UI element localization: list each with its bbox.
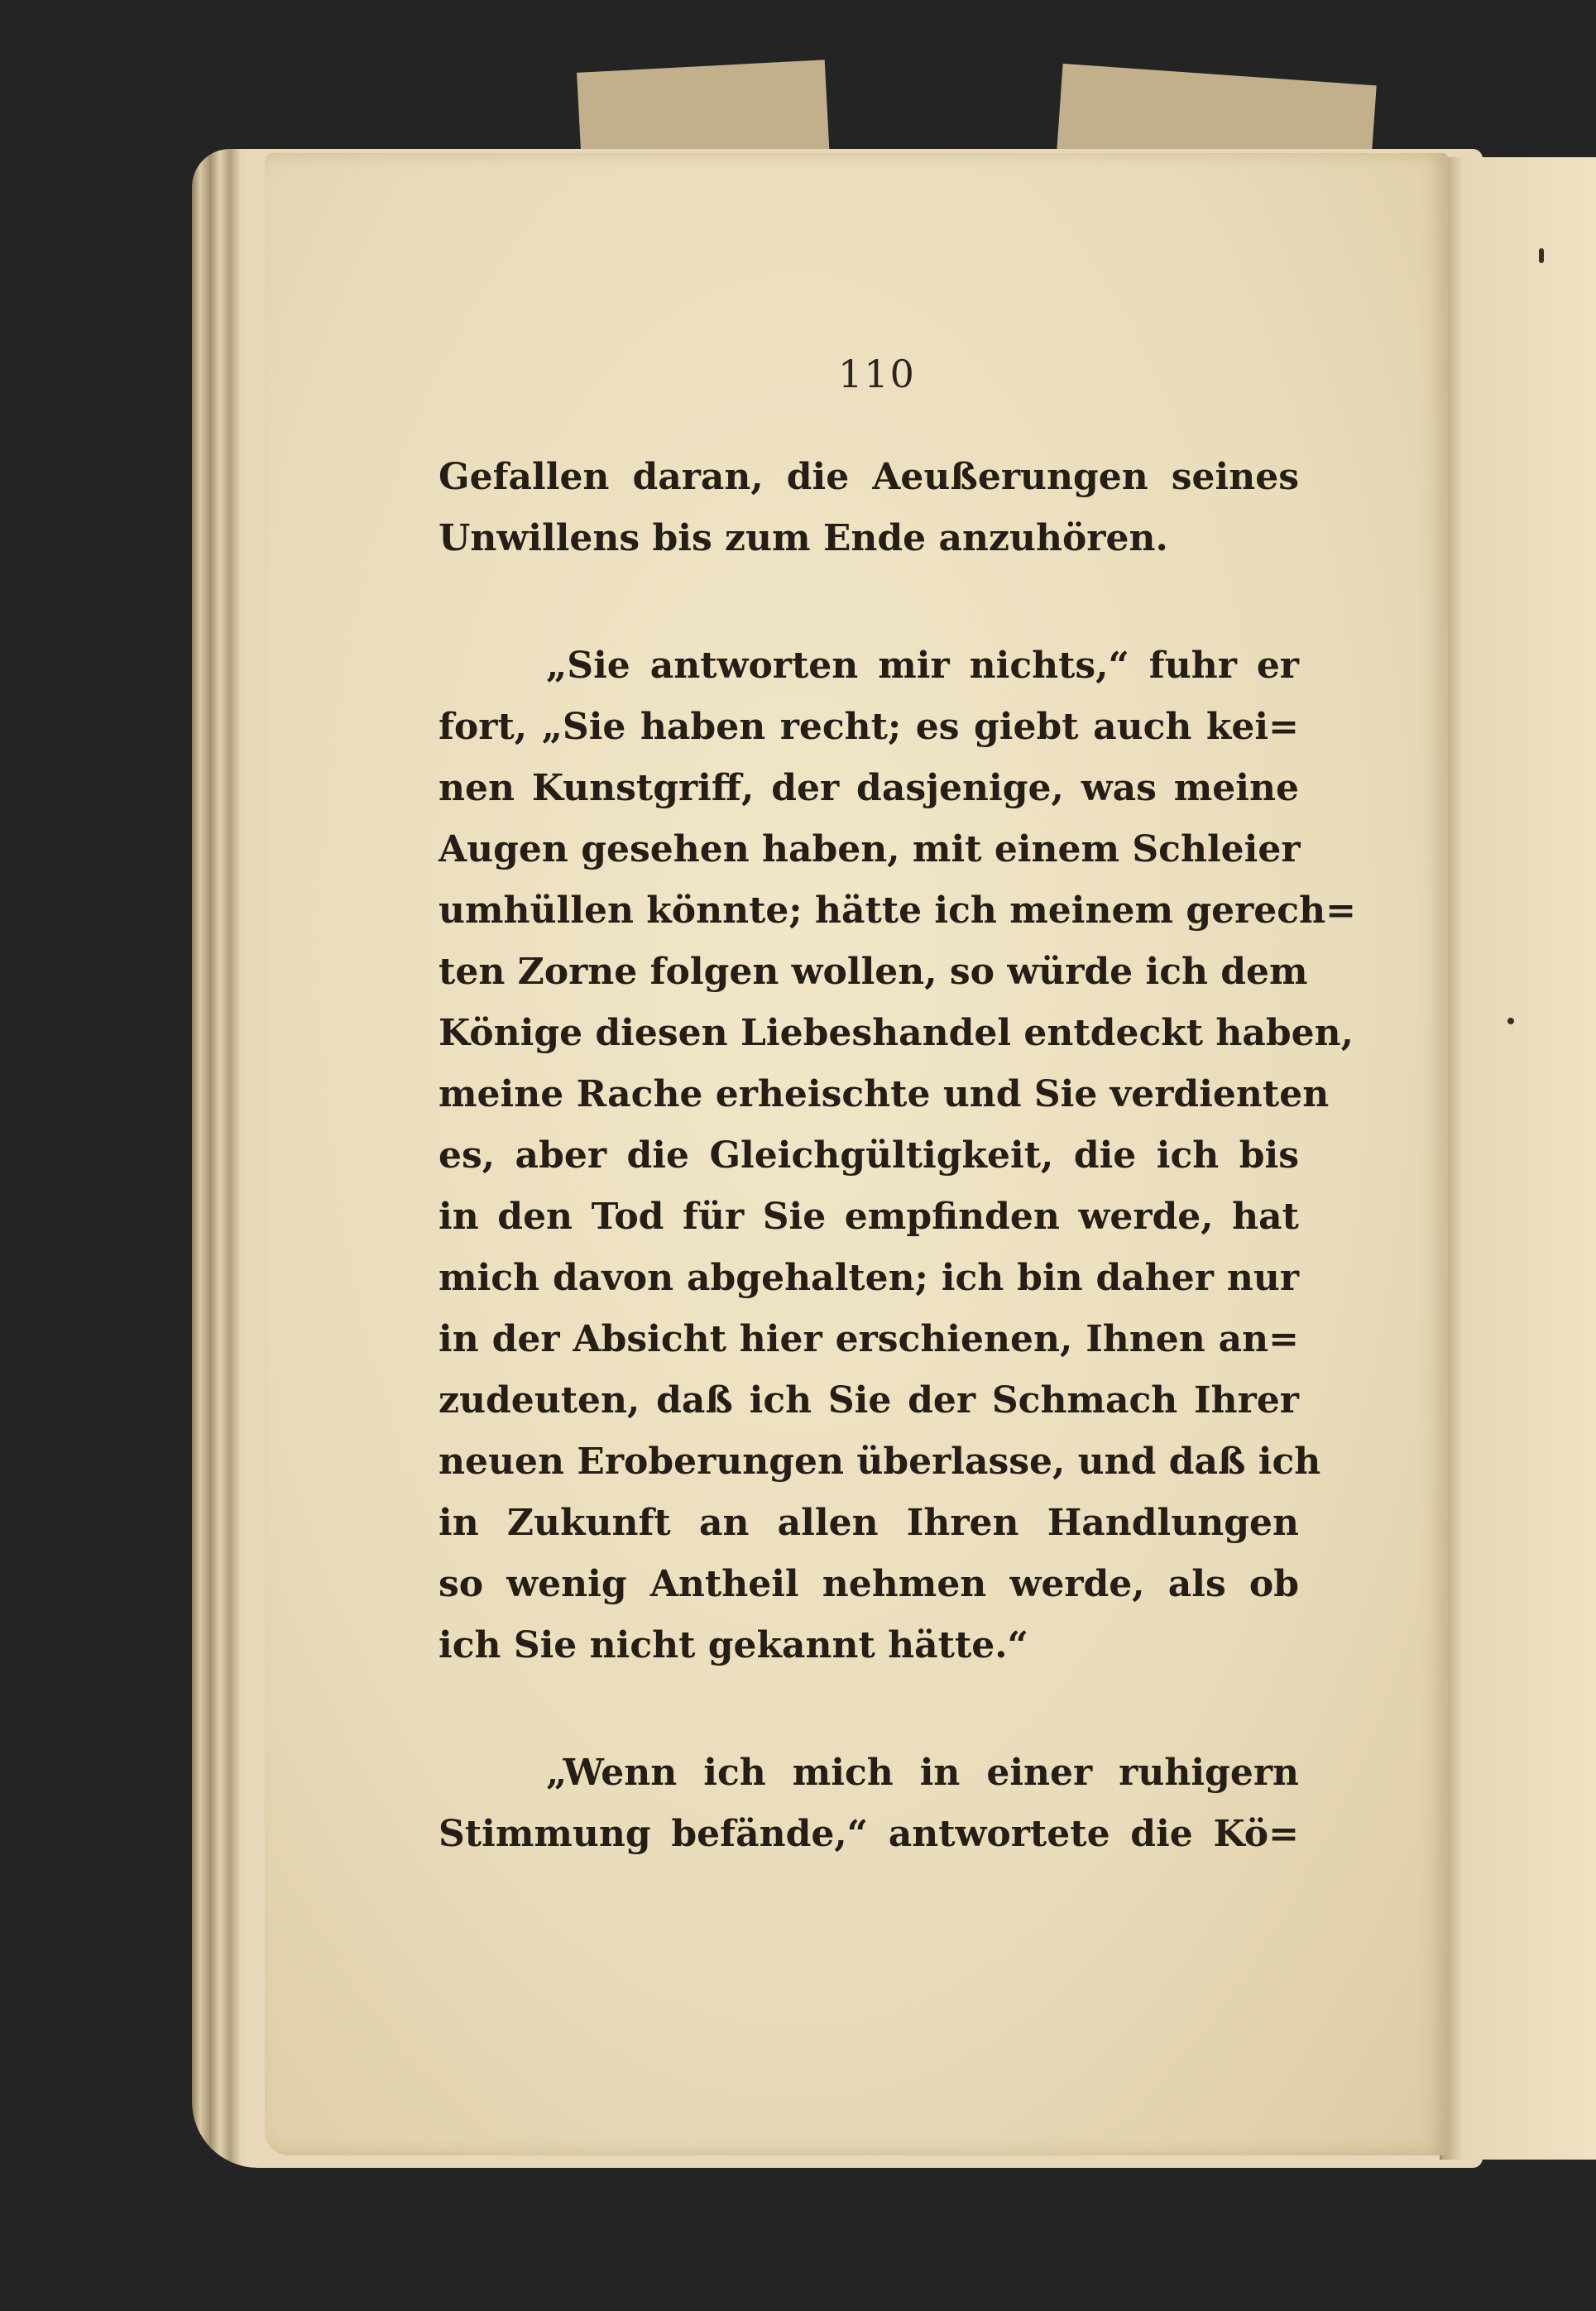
text-line: Unwillens bis zum Ende anzuhören. (439, 517, 1168, 559)
text-line: ich Sie nicht gekannt hätte.“ (439, 1624, 1028, 1666)
text-line: umhüllen könnte; hätte ich meinem gerech= (439, 889, 1356, 932)
text-line: ten Zorne folgen wollen, so würde ich dem (439, 951, 1308, 993)
paper-speck (1507, 1018, 1514, 1024)
text-line: zudeuten, daß ich Sie der Schmach Ihrer (439, 1379, 1299, 1422)
text-line: so wenig Antheil nehmen werde, als ob (439, 1563, 1299, 1605)
paragraph-1 (439, 447, 1299, 569)
text-line: Gefallen daran, die Aeußerungen seines (439, 456, 1299, 498)
text-line: Augen gesehen haben, mit einem Schleier (439, 828, 1301, 870)
paper-speck (1539, 248, 1544, 263)
text-line: „Sie antworten mir nichts,“ fuhr er (546, 645, 1299, 687)
text-line: mich davon abgehalten; ich bin daher nur (439, 1257, 1299, 1299)
facing-page-edge (1440, 157, 1596, 2160)
text-line: in den Tod für Sie empfinden werde, hat (439, 1196, 1299, 1238)
paragraph-2 (439, 635, 1356, 1676)
text-line: Stimmung befände,“ antwortete die Kö= (439, 1813, 1299, 1855)
text-line: in der Absicht hier erschienen, Ihnen an= (439, 1318, 1299, 1360)
page-text (439, 447, 1356, 1865)
text-line: es, aber die Gleichgültigkeit, die ich bis (439, 1134, 1299, 1177)
text-line: „Wenn ich mich in einer ruhigern (546, 1752, 1299, 1794)
text-line: meine Rache erheischte und Sie verdienten (439, 1073, 1330, 1115)
text-line: fort, „Sie haben recht; es giebt auch kei= (439, 706, 1299, 748)
text-line: neuen Eroberungen überlasse, und daß ich (439, 1441, 1321, 1483)
text-line: in Zukunft an allen Ihren Handlungen (439, 1502, 1299, 1544)
page-number: 110 (838, 352, 916, 396)
text-line: Könige diesen Liebeshandel entdeckt haben, (439, 1012, 1354, 1054)
text-line: nen Kunstgriff, der dasjenige, was meine (439, 767, 1299, 809)
paragraph-3 (439, 1743, 1299, 1865)
